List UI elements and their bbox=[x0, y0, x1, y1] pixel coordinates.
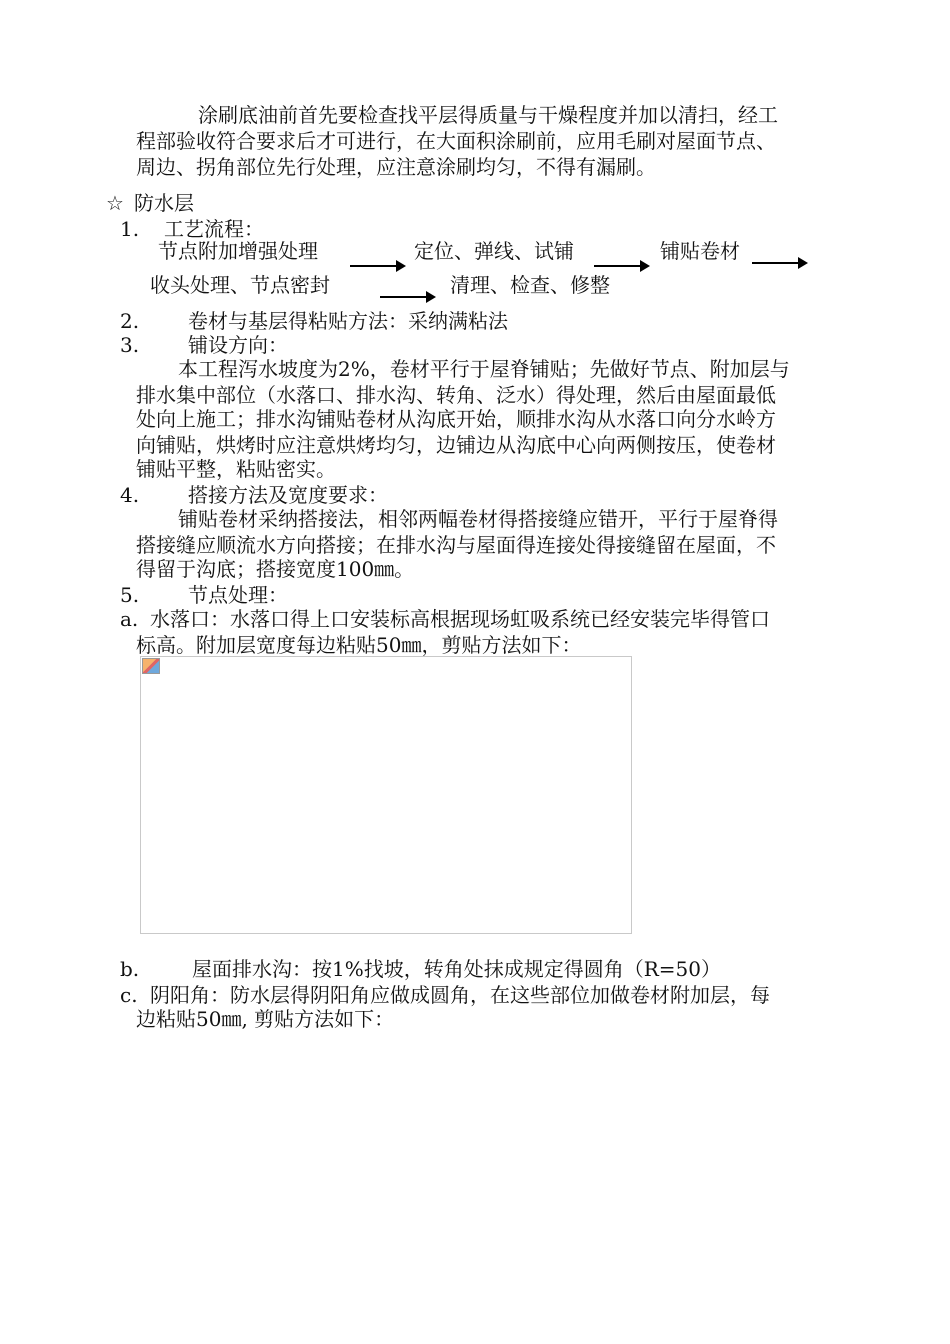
broken-image-icon bbox=[142, 658, 160, 674]
item4-line-2: 搭接缝应顺流水方向搭接；在排水沟与屋面得连接处得接缝留在屋面，不 bbox=[136, 533, 776, 557]
sub-a-line-2: 标高。附加层宽度每边粘贴50㎜，剪贴方法如下： bbox=[136, 633, 582, 657]
section-star-icon: ☆ bbox=[106, 191, 124, 215]
sub-c-line-2: 边粘贴50㎜, 剪贴方法如下： bbox=[136, 1007, 395, 1031]
flow-arrow-2 bbox=[594, 265, 648, 267]
item2-number: 2. bbox=[120, 309, 140, 333]
flow-step-3: 铺贴卷材 bbox=[660, 239, 740, 263]
flow-step-2: 定位、弹线、试铺 bbox=[414, 239, 574, 263]
sub-b-number: b. bbox=[120, 957, 140, 981]
flow-arrow-4 bbox=[380, 296, 434, 298]
item5-number: 5. bbox=[120, 583, 140, 607]
item4-label: 搭接方法及宽度要求： bbox=[188, 483, 388, 507]
item3-number: 3. bbox=[120, 333, 140, 357]
item1-label: 工艺流程： bbox=[164, 217, 264, 241]
item4-line-3: 得留于沟底；搭接宽度100㎜。 bbox=[136, 557, 415, 581]
flow-step-5: 清理、检查、修整 bbox=[450, 273, 610, 297]
flow-step-4: 收头处理、节点密封 bbox=[150, 273, 330, 297]
item5-label: 节点处理： bbox=[188, 583, 288, 607]
flow-arrow-1 bbox=[350, 265, 404, 267]
section-title: 防水层 bbox=[134, 191, 194, 215]
sub-b-text: 屋面排水沟：按1%找坡，转角处抹成规定得圆角（R=50） bbox=[192, 957, 721, 981]
item3-line-3: 处向上施工；排水沟铺贴卷材从沟底开始，顺排水沟从水落口向分水岭方 bbox=[136, 407, 776, 431]
item3-label: 铺设方向： bbox=[188, 333, 288, 357]
flow-arrow-3 bbox=[752, 262, 806, 264]
item3-line-4: 向铺贴，烘烤时应注意烘烤均匀，边铺边从沟底中心向两侧按压，使卷材 bbox=[136, 433, 776, 457]
intro-line-1: 涂刷底油前首先要检查找平层得质量与干燥程度并加以清扫，经工 bbox=[198, 103, 778, 127]
item3-line-1: 本工程泻水坡度为2%，卷材平行于屋脊铺贴；先做好节点、附加层与 bbox=[178, 357, 790, 381]
item1-number: 1. bbox=[120, 217, 140, 241]
diagram-image-placeholder bbox=[140, 656, 632, 934]
item4-number: 4. bbox=[120, 483, 140, 507]
intro-line-3: 周边、拐角部位先行处理，应注意涂刷均匀，不得有漏刷。 bbox=[136, 155, 656, 179]
intro-line-2: 程部验收符合要求后才可进行，在大面积涂刷前，应用毛刷对屋面节点、 bbox=[136, 129, 776, 153]
sub-c-line-1: 阴阳角：防水层得阴阳角应做成圆角，在这些部位加做卷材附加层，每 bbox=[150, 983, 770, 1007]
flow-step-1: 节点附加增强处理 bbox=[158, 239, 318, 263]
sub-a-line-1: 水落口：水落口得上口安装标高根据现场虹吸系统已经安装完毕得管口 bbox=[150, 607, 770, 631]
sub-a-number: a. bbox=[120, 607, 139, 631]
item4-line-1: 铺贴卷材采纳搭接法，相邻两幅卷材得搭接缝应错开，平行于屋脊得 bbox=[178, 507, 778, 531]
item2-text: 卷材与基层得粘贴方法：采纳满粘法 bbox=[188, 309, 508, 333]
item3-line-5: 铺贴平整，粘贴密实。 bbox=[136, 457, 336, 481]
item3-line-2: 排水集中部位（水落口、排水沟、转角、泛水）得处理，然后由屋面最低 bbox=[136, 383, 776, 407]
sub-c-number: c. bbox=[120, 983, 138, 1007]
